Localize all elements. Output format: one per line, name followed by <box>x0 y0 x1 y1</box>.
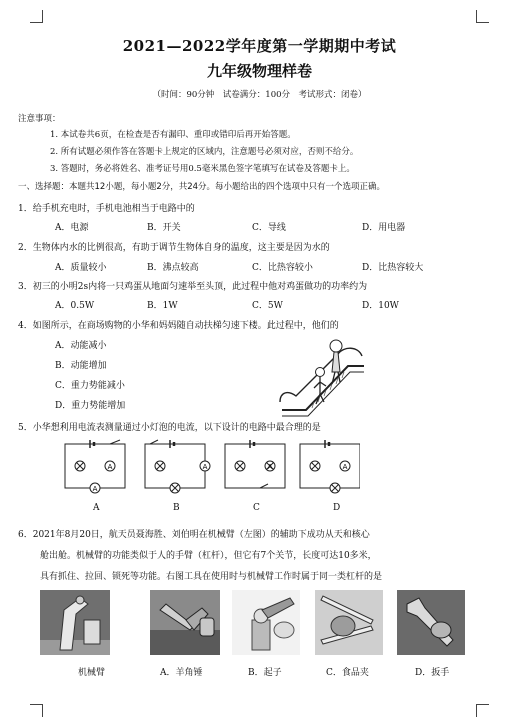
option-c: C．重力势能减小 <box>55 381 125 391</box>
circuit-label-a: A <box>93 503 100 513</box>
option-d: D．比热容较大 <box>362 263 424 273</box>
escalator-illustration <box>278 332 368 418</box>
notes-heading: 注意事项： <box>18 114 61 124</box>
photo-label-a: A．羊角锤 <box>160 668 203 678</box>
option-b: B．动能增加 <box>55 361 107 371</box>
ammeter-symbol: A <box>202 463 208 471</box>
option-d: D．用电器 <box>362 223 406 233</box>
section-heading: 一、选择题：本题共12小题，每小题2分，共24分。每小题给出的四个选项中只有一个选项正确。 <box>18 182 386 192</box>
question-4-stem: 4．如图所示，在商场购物的小华和妈妈随自动扶梯匀速下楼。此过程中，他们的 <box>18 321 339 331</box>
photo-label-robot-arm: 机械臂 <box>78 668 106 678</box>
crop-mark-top-left <box>30 10 43 23</box>
note-item: 3. 答题时，务必将姓名、准考证号用0.5毫米黑色签字笔填写在试卷及答题卡上。 <box>50 164 355 174</box>
option-b: B．沸点较高 <box>147 263 199 273</box>
wrench-photo <box>397 590 465 655</box>
option-a: A．0.5W <box>55 301 95 311</box>
circuit-b <box>145 440 210 493</box>
circuit-label-d: D <box>333 503 341 513</box>
circuit-label-b: B <box>173 503 180 513</box>
circuit-diagrams <box>60 439 360 497</box>
option-d: D．10W <box>362 301 399 311</box>
question-2-stem: 2．生物体内水的比例很高，有助于调节生物体自身的温度，这主要是因为水的 <box>18 243 330 253</box>
question-1-stem: 1．给手机充电时，手机电池相当于电路中的 <box>18 204 195 214</box>
bottle-opener-photo <box>232 590 300 655</box>
robot-arm-photo <box>40 590 110 655</box>
question-6-line-1: 6．2021年8月20日，航天员聂海胜、刘伯明在机械臂（左图）的辅助下成功从天和核心 <box>18 530 370 540</box>
crop-mark-bottom-right <box>476 704 489 717</box>
option-d: D．重力势能增加 <box>55 401 126 411</box>
note-item: 2. 所有试题必须作答在答题卡上规定的区域内，注意题号必须对应，否则不给分。 <box>50 147 359 157</box>
option-c: C．导线 <box>252 223 286 233</box>
exam-info: （时间：90分钟 试卷满分：100分 考试形式：闭卷） <box>152 90 367 100</box>
option-c: C．5W <box>252 301 283 311</box>
question-6-line-3: 具有抓住、拉回、锁死等功能。右图工具在使用时与机械臂工作时属于同一类杠杆的是 <box>40 572 383 582</box>
option-a: A．质量较小 <box>55 263 107 273</box>
crop-mark-top-right <box>476 10 489 23</box>
photo-label-d: D．扳手 <box>415 668 450 678</box>
circuit-d <box>300 440 360 493</box>
ammeter-symbol: A <box>107 463 113 471</box>
option-b: B．1W <box>147 301 178 311</box>
option-c: C．比热容较小 <box>252 263 313 273</box>
note-item: 1. 本试卷共6页，在检查是否有漏印、重印或错印后再开始答题。 <box>50 130 296 140</box>
photo-label-b: B．起子 <box>248 668 282 678</box>
ammeter-symbol: A <box>342 463 348 471</box>
question-3-stem: 3．初三的小明2s内将一只鸡蛋从地面匀速举至头顶，此过程中他对鸡蛋做功的功率约为 <box>18 282 368 292</box>
claw-hammer-photo <box>150 590 220 655</box>
crop-mark-bottom-left <box>30 704 43 717</box>
exam-subtitle: 九年级物理样卷 <box>206 62 312 80</box>
circuit-c <box>225 440 285 488</box>
option-a: A．动能减小 <box>55 341 107 351</box>
ammeter-symbol: A <box>92 485 98 493</box>
option-b: B．开关 <box>147 223 181 233</box>
photo-label-c: C．食品夹 <box>326 668 369 678</box>
question-6-line-2: 舱出舱。机械臂的功能类似于人的手臂（杠杆），但它有7个关节，长度可达10多米， <box>40 551 377 561</box>
exam-title: 2021—2022学年度第一学期期中考试 <box>122 37 397 55</box>
ammeter-symbol: A <box>267 463 273 471</box>
option-a: A．电源 <box>55 223 89 233</box>
food-tongs-photo <box>315 590 383 655</box>
circuit-label-c: C <box>253 503 260 513</box>
question-5-stem: 5．小华想利用电流表测量通过小灯泡的电流，以下设计的电路中最合理的是 <box>18 423 321 433</box>
